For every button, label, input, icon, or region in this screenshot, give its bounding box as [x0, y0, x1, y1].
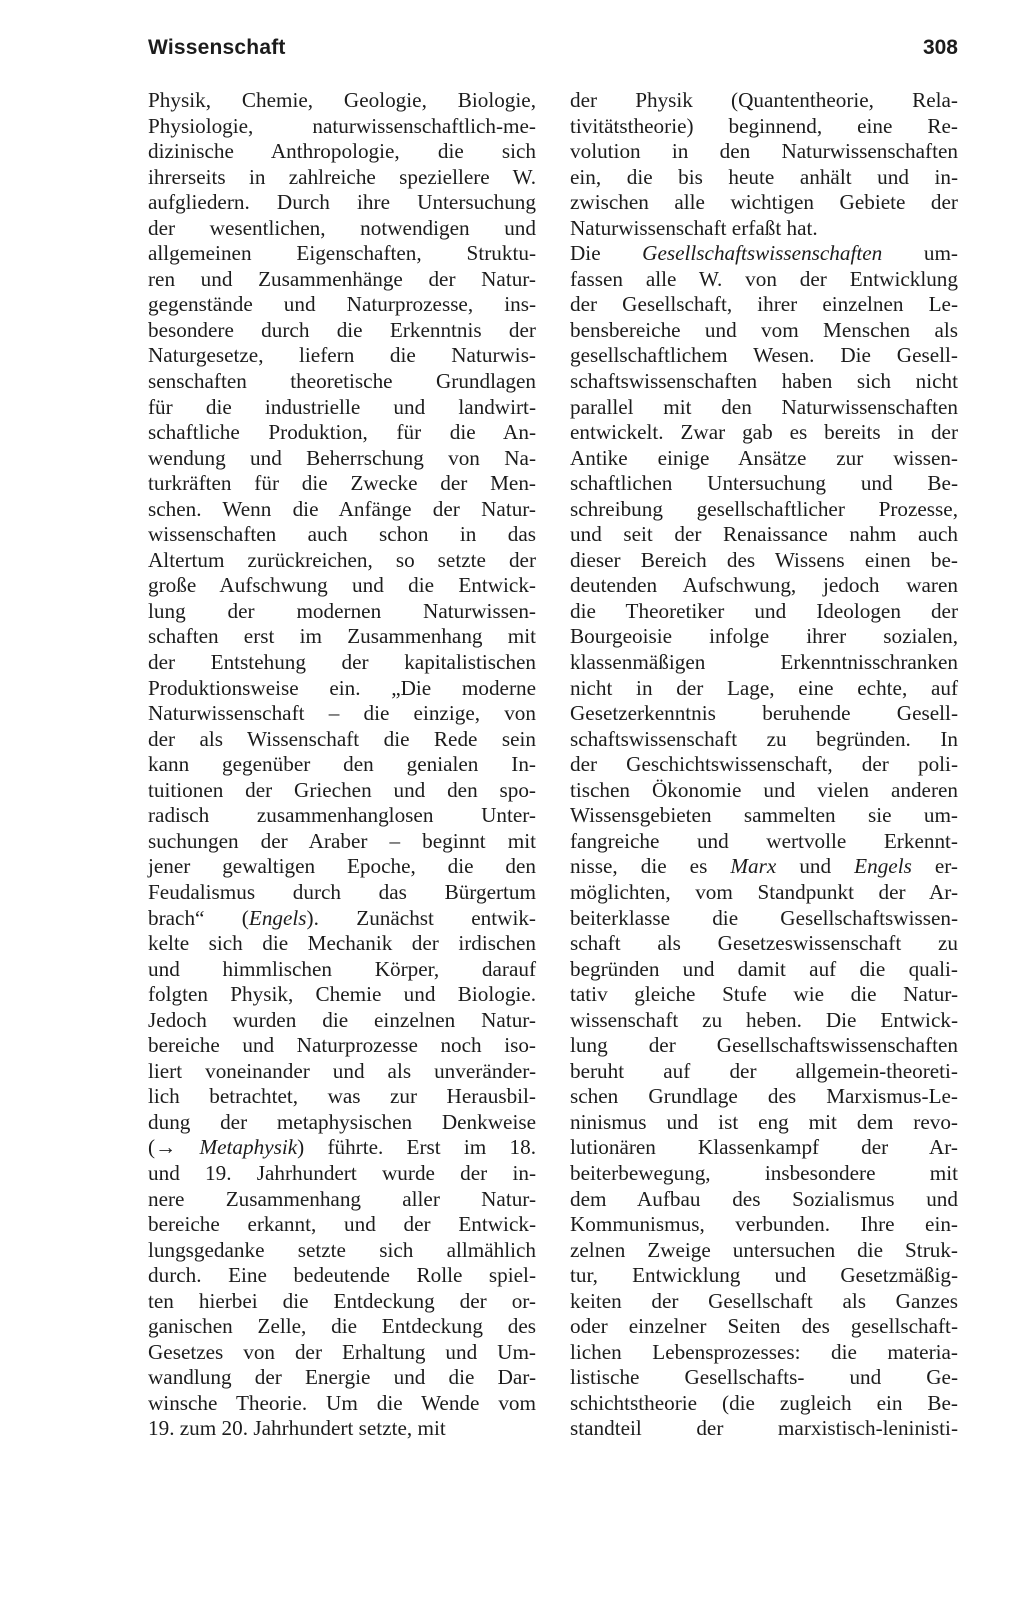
- text-run: ren und Zusammenhänge der Natur-: [148, 266, 536, 291]
- text-line: [570, 1314, 958, 1340]
- text-line: [148, 1314, 536, 1340]
- text-line: [148, 573, 536, 599]
- text-run: der Geschichtswissenschaft, der poli-: [570, 752, 958, 777]
- text-line: [570, 1187, 958, 1213]
- text-run: lich betrachtet, was zur Herausbil-: [148, 1084, 536, 1109]
- text-run: der Physik (Quantentheorie, Rela-: [570, 88, 958, 112]
- text-line: [148, 522, 536, 548]
- text-line: [570, 778, 958, 804]
- text-run: deutenden Aufschwung, jedoch waren: [570, 573, 958, 598]
- text-line: [148, 1416, 536, 1442]
- text-line: [570, 548, 958, 574]
- text-run: und himmlischen Körper, darauf: [148, 956, 536, 981]
- text-line: [148, 1365, 536, 1391]
- text-line: [570, 292, 958, 318]
- text-run: lungsgedanke setzte sich allmählich: [148, 1237, 536, 1262]
- text-line: [570, 1289, 958, 1315]
- text-line: [570, 931, 958, 957]
- text-run: lutionären Klassenkampf der Ar-: [570, 1135, 958, 1160]
- text-line: [148, 1212, 536, 1238]
- text-run: liert voneinander und als unveränder-: [148, 1058, 536, 1083]
- text-run: um-: [882, 241, 958, 266]
- text-run: der Gesellschaft, ihrer einzelnen Le-: [570, 292, 958, 317]
- page-number: 308: [922, 36, 958, 59]
- text-run: große Aufschwung und die Entwick-: [148, 573, 536, 598]
- text-line: [148, 292, 536, 318]
- text-line: [148, 599, 536, 625]
- text-run: Gesetzes von der Erhaltung und Um-: [148, 1339, 536, 1364]
- text-line: [148, 1033, 536, 1059]
- text-run: Jedoch wurden die einzelnen Natur-: [148, 1007, 536, 1032]
- text-line: [570, 880, 958, 906]
- text-run: schaftlichen Untersuchung und Be-: [570, 471, 958, 496]
- text-run: kelte sich die Mechanik der irdischen: [148, 931, 536, 956]
- text-run: und 19. Jahrhundert wurde der in-: [148, 1160, 536, 1185]
- text-line: [570, 139, 958, 165]
- text-run: ). Zunächst entwik-: [306, 905, 536, 930]
- text-run: nisse, die es: [570, 854, 731, 879]
- text-line: [570, 1391, 958, 1417]
- text-run: schen Grundlage des Marxismus-Le-: [570, 1084, 958, 1109]
- text-line: [570, 803, 958, 829]
- text-run: schaftswissenschaft zu begründen. In: [570, 726, 958, 751]
- text-run: dem Aufbau des Sozialismus und: [570, 1186, 958, 1211]
- text-line: [148, 624, 536, 650]
- text-run: volution in den Naturwissenschaften: [570, 139, 958, 164]
- text-line: [148, 1008, 536, 1034]
- text-run: Bourgeoisie infolge ihrer sozialen,: [570, 624, 958, 649]
- text-run: Feudalismus durch das Bürgertum: [148, 879, 536, 904]
- italic-term: Gesellschaftswissenschaften: [642, 241, 883, 266]
- right-text-column: [570, 88, 958, 1442]
- page-header: [148, 36, 958, 70]
- text-run: lung der modernen Naturwissen-: [148, 598, 536, 623]
- text-line: [570, 573, 958, 599]
- text-run: senschaften theoretische Grundlagen: [148, 369, 536, 394]
- text-line: [148, 88, 536, 114]
- text-line: [570, 1110, 958, 1136]
- text-line: [148, 803, 536, 829]
- text-run: allgemeinen Eigenschaften, Struktu-: [148, 241, 536, 266]
- text-run: die Theoretiker und Ideologen der: [570, 598, 958, 623]
- text-line: [570, 114, 958, 140]
- text-line: [148, 1110, 536, 1136]
- text-run: zelnen Zweige untersuchen die Struk-: [570, 1237, 958, 1262]
- text-run: suchungen der Araber – beginnt mit: [148, 828, 536, 853]
- text-line: [570, 727, 958, 753]
- text-line: [570, 1212, 958, 1238]
- text-line: [570, 982, 958, 1008]
- text-run: für die industrielle und landwirt-: [148, 394, 536, 419]
- text-line: [148, 650, 536, 676]
- text-run: Antike einige Ansätze zur wissen-: [570, 445, 958, 470]
- text-run: Gesetzerkenntnis beruhende Gesell-: [570, 701, 958, 726]
- text-run: schaftliche Produktion, für die An-: [148, 420, 536, 445]
- text-line: [570, 752, 958, 778]
- text-run: wissenschaften auch schon in das: [148, 522, 536, 547]
- text-run: zwischen alle wichtigen Gebiete der: [570, 190, 958, 215]
- text-run: 19. zum 20. Jahrhundert setzte, mit: [148, 1416, 446, 1441]
- text-run: durch. Eine bedeutende Rolle spiel-: [148, 1263, 536, 1288]
- text-line: [570, 369, 958, 395]
- text-line: [570, 522, 958, 548]
- text-run: ninismus und ist eng mit dem revo-: [570, 1109, 958, 1134]
- text-line: [570, 1238, 958, 1264]
- text-line: [148, 778, 536, 804]
- text-line: [148, 1263, 536, 1289]
- text-line: [148, 1059, 536, 1085]
- text-line: [570, 624, 958, 650]
- text-run: Die: [570, 241, 643, 266]
- running-head: Wissenschaft: [148, 36, 286, 59]
- text-run: Physik, Chemie, Geologie, Biologie,: [148, 88, 536, 112]
- text-line: [148, 318, 536, 344]
- text-line: [148, 114, 536, 140]
- text-line: [570, 395, 958, 421]
- text-run: Wissensgebieten sammelten sie um-: [570, 803, 958, 828]
- text-line: [148, 267, 536, 293]
- text-line: [570, 446, 958, 472]
- text-line: [570, 650, 958, 676]
- text-line: [570, 471, 958, 497]
- text-line: [570, 190, 958, 216]
- text-line: [570, 88, 958, 114]
- text-line: [570, 318, 958, 344]
- italic-term: Engels: [248, 905, 307, 930]
- text-line: [148, 548, 536, 574]
- text-line: [570, 1340, 958, 1366]
- text-run: fassen alle W. von der Entwicklung: [570, 266, 958, 291]
- text-run: beiterbewegung, insbesondere mit: [570, 1160, 958, 1185]
- text-run: beiterklasse die Gesellschaftswissen-: [570, 905, 958, 930]
- text-line: [148, 727, 536, 753]
- text-line: [148, 369, 536, 395]
- text-line: [148, 241, 536, 267]
- italic-term: Marx: [730, 854, 777, 879]
- text-run: dieser Bereich des Wissens einen be-: [570, 547, 958, 572]
- text-line: [148, 906, 536, 932]
- text-run: der als Wissenschaft die Rede sein: [148, 726, 536, 751]
- text-run: (→: [148, 1135, 200, 1160]
- text-run: dung der metaphysischen Denkweise: [148, 1109, 536, 1134]
- text-line: [570, 1263, 958, 1289]
- text-line: [148, 880, 536, 906]
- text-line: [148, 216, 536, 242]
- text-line: [148, 190, 536, 216]
- text-run: oder einzelner Seiten des gesellschaft-: [570, 1314, 958, 1339]
- text-line: [570, 1135, 958, 1161]
- text-run: aufgliedern. Durch ihre Untersuchung: [148, 190, 536, 215]
- text-line: [148, 1289, 536, 1315]
- text-line: [570, 854, 958, 880]
- text-run: entwickelt. Zwar gab es bereits in der: [570, 420, 958, 445]
- text-line: [570, 216, 958, 242]
- text-run: fangreiche und wertvolle Erkennt-: [570, 828, 958, 853]
- text-line: [148, 982, 536, 1008]
- text-run: schichtstheorie (die zugleich ein Be-: [570, 1390, 958, 1415]
- text-run: der wesentlichen, notwendigen und: [148, 215, 536, 240]
- text-line: [148, 854, 536, 880]
- text-line: [148, 1391, 536, 1417]
- text-line: [148, 829, 536, 855]
- text-line: [148, 676, 536, 702]
- italic-term: Engels: [854, 854, 912, 879]
- text-line: [570, 1416, 958, 1442]
- text-run: listische Gesellschafts- und Ge-: [570, 1365, 958, 1390]
- text-run: schaften erst im Zusammenhang mit: [148, 624, 536, 649]
- text-line: [570, 1365, 958, 1391]
- text-run: und: [776, 854, 855, 879]
- text-run: beruht auf der allgemein-theoreti-: [570, 1058, 958, 1083]
- text-line: [570, 957, 958, 983]
- text-run: bereiche erkannt, und der Entwick-: [148, 1212, 536, 1237]
- text-line: [570, 1059, 958, 1085]
- text-line: [148, 446, 536, 472]
- text-line: [148, 497, 536, 523]
- text-run: brach“ (: [148, 905, 249, 930]
- text-run: schen. Wenn die Anfänge der Natur-: [148, 496, 536, 521]
- text-line: [148, 1340, 536, 1366]
- text-run: Altertum zurückreichen, so setzte der: [148, 547, 536, 572]
- text-run: radisch zusammenhanglosen Unter-: [148, 803, 536, 828]
- text-line: [148, 752, 536, 778]
- text-run: jener gewaltigen Epoche, die den: [148, 854, 536, 879]
- text-line: [148, 1135, 536, 1161]
- text-run: schaft als Gesetzeswissenschaft zu: [570, 931, 958, 956]
- text-run: keiten der Gesellschaft als Ganzes: [570, 1288, 958, 1313]
- text-run: schreibung gesellschaftlicher Prozesse,: [570, 496, 958, 521]
- text-run: lichen Lebensprozesses: die materia-: [570, 1339, 958, 1364]
- text-line: [148, 165, 536, 191]
- text-run: tuitionen der Griechen und den spo-: [148, 777, 536, 802]
- text-line: [148, 139, 536, 165]
- text-run: lung der Gesellschaftswissenschaften: [570, 1033, 958, 1058]
- text-line: [570, 599, 958, 625]
- text-line: [570, 906, 958, 932]
- text-line: [148, 931, 536, 957]
- text-run: tivitätstheorie) beginnend, eine Re-: [570, 113, 958, 138]
- text-run: Naturwissenschaft – die einzige, von: [148, 701, 536, 726]
- text-line: [570, 701, 958, 727]
- text-run: kann gegenüber den genialen In-: [148, 752, 536, 777]
- text-run: tativ gleiche Stufe wie die Natur-: [570, 982, 958, 1007]
- text-line: [148, 957, 536, 983]
- text-run: nicht in der Lage, eine echte, auf: [570, 675, 958, 700]
- text-run: wissenschaft zu heben. Die Entwick-: [570, 1007, 958, 1032]
- text-line: [570, 343, 958, 369]
- text-line: [570, 1161, 958, 1187]
- text-line: [570, 1008, 958, 1034]
- text-run: wendung und Beherrschung von Na-: [148, 445, 536, 470]
- text-line: [570, 165, 958, 191]
- text-run: tur, Entwicklung und Gesetzmäßig-: [570, 1263, 958, 1288]
- text-line: [148, 343, 536, 369]
- text-line: [148, 420, 536, 446]
- text-line: [148, 701, 536, 727]
- text-run: bensbereiche und vom Menschen als: [570, 317, 958, 342]
- text-line: [570, 241, 958, 267]
- text-run: ihrerseits in zahlreiche speziellere W.: [148, 164, 536, 189]
- text-run: Kommunismus, verbunden. Ihre ein-: [570, 1212, 958, 1237]
- text-line: [570, 497, 958, 523]
- text-run: besondere durch die Erkenntnis der: [148, 317, 536, 342]
- text-run: klassenmäßigen Erkenntnisschranken: [570, 650, 958, 675]
- text-run: folgten Physik, Chemie und Biologie.: [148, 982, 536, 1007]
- text-run: Naturgesetze, liefern die Naturwis-: [148, 343, 536, 368]
- text-run: bereiche und Naturprozesse noch iso-: [148, 1033, 536, 1058]
- text-line: [148, 1238, 536, 1264]
- text-run: er-: [911, 854, 958, 879]
- text-line: [148, 1084, 536, 1110]
- text-line: [570, 267, 958, 293]
- text-line: [148, 471, 536, 497]
- text-run: Produktionsweise ein. „Die moderne: [148, 675, 536, 700]
- text-run: und seit der Renaissance nahm auch: [570, 522, 958, 547]
- text-run: Physiologie, naturwissenschaftlich-me-: [148, 113, 536, 138]
- text-run: winsche Theorie. Um die Wende vom: [148, 1390, 536, 1415]
- text-run: parallel mit den Naturwissenschaften: [570, 394, 958, 419]
- text-run: Naturwissenschaft erfaßt hat.: [570, 215, 818, 240]
- text-run: turkräften für die Zwecke der Men-: [148, 471, 536, 496]
- text-line: [570, 676, 958, 702]
- italic-term: Metaphysik: [199, 1135, 298, 1160]
- text-run: gegenstände und Naturprozesse, ins-: [148, 292, 536, 317]
- text-run: schaftswissenschaften haben sich nicht: [570, 369, 958, 394]
- text-run: der Entstehung der kapitalistischen: [148, 650, 536, 675]
- text-line: [570, 420, 958, 446]
- text-run: dizinische Anthropologie, die sich: [148, 139, 536, 164]
- text-line: [148, 1161, 536, 1187]
- text-run: ein, die bis heute anhält und in-: [570, 164, 958, 189]
- text-line: [570, 1084, 958, 1110]
- text-run: ) führte. Erst im 18.: [297, 1135, 536, 1160]
- text-run: begründen und damit auf die quali-: [570, 956, 958, 981]
- text-run: möglichten, vom Standpunkt der Ar-: [570, 879, 958, 904]
- text-run: nere Zusammenhang aller Natur-: [148, 1186, 536, 1211]
- text-line: [148, 395, 536, 421]
- text-run: standteil der marxistisch-leninisti-: [570, 1416, 958, 1441]
- text-run: tischen Ökonomie und vielen anderen: [570, 777, 958, 802]
- text-line: [570, 829, 958, 855]
- text-run: ten hierbei die Entdeckung der or-: [148, 1288, 536, 1313]
- text-run: wandlung der Energie und die Dar-: [148, 1365, 536, 1390]
- text-line: [148, 1187, 536, 1213]
- left-text-column: [148, 88, 536, 1442]
- text-line: [570, 1033, 958, 1059]
- text-run: ganischen Zelle, die Entdeckung des: [148, 1314, 536, 1339]
- text-run: gesellschaftlichem Wesen. Die Gesell-: [570, 343, 958, 368]
